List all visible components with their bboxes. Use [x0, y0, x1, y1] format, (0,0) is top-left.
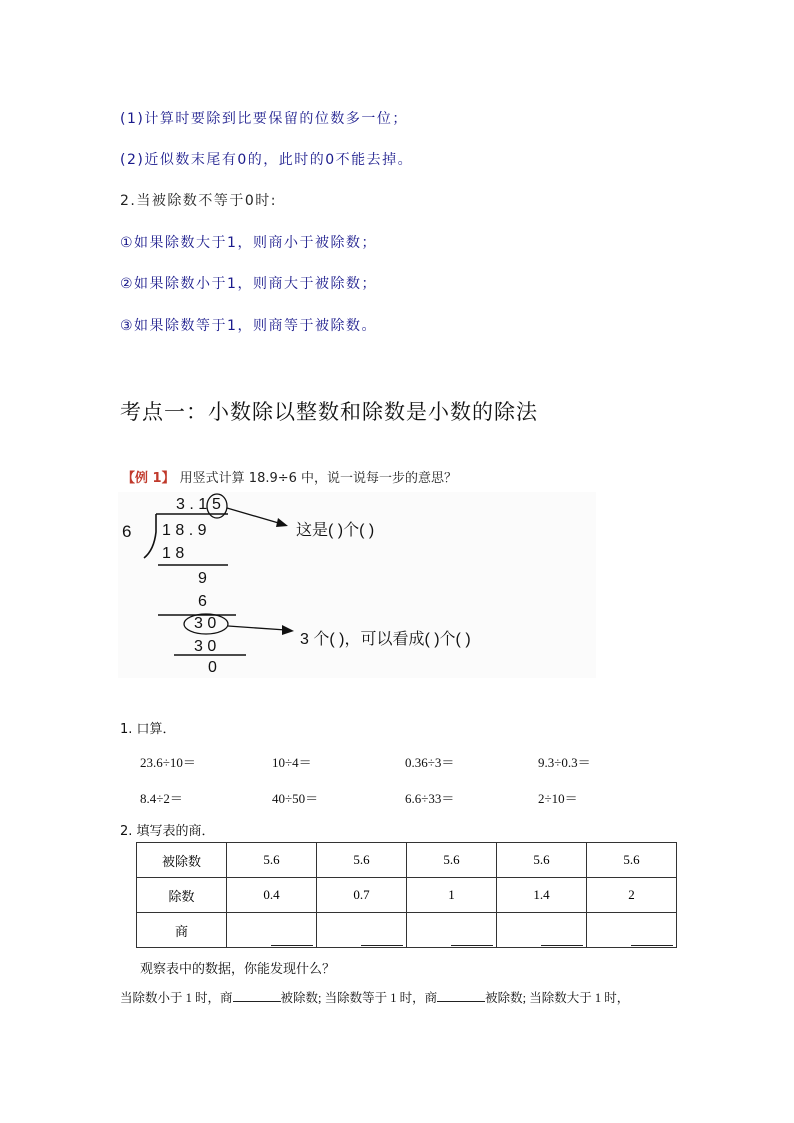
quotient-blank-cell[interactable]	[587, 913, 677, 948]
table-row	[137, 913, 677, 948]
remainder: 0	[208, 659, 217, 676]
calc-1-4: 9.3÷0.3＝	[538, 755, 591, 770]
quotient-digits: 3 . 1	[176, 496, 208, 513]
table-row	[137, 878, 677, 913]
divisor-cell: 2	[587, 878, 677, 913]
divisor-cell: 1	[407, 878, 497, 913]
note-2: 3 个( )，可以看成( )个( )	[300, 631, 471, 648]
rule-line-6: ③如果除数等于1，则商等于被除数。	[120, 318, 377, 334]
calc-2-1: 8.4÷2＝	[140, 791, 183, 806]
quotient-table	[136, 842, 677, 948]
quotient-circled-digit: 5	[212, 496, 221, 513]
divisor-cell: 0.4	[227, 878, 317, 913]
dividend-cell: 5.6	[407, 843, 497, 878]
rule-line-5: ②如果除数小于1，则商大于被除数；	[120, 276, 377, 292]
rule-line-4: ①如果除数大于1，则商小于被除数；	[120, 235, 377, 251]
calc-1-2: 10÷4＝	[272, 755, 312, 770]
row-label-quotient: 商	[137, 913, 227, 948]
dividend-cell: 5.6	[587, 843, 677, 878]
dividend-cell: 5.6	[497, 843, 587, 878]
calc-1-1: 23.6÷10＝	[140, 755, 196, 770]
calc-2-3: 6.6÷33＝	[405, 791, 455, 806]
dividend: 1 8 . 9	[162, 522, 207, 539]
row-label-divisor: 除数	[137, 878, 227, 913]
quotient-blank-cell[interactable]	[407, 913, 497, 948]
section-2-title: 2. 填写表的商．	[120, 824, 215, 839]
note-1: 这是( )个( )	[296, 522, 375, 539]
dividend-cell: 5.6	[227, 843, 317, 878]
rule-line-2: (2)近似数末尾有0的，此时的0不能去掉。	[120, 152, 414, 168]
step-30-circled: 3 0	[194, 615, 217, 632]
section-heading: 考点一：小数除以整数和除数是小数的除法	[120, 400, 538, 424]
step-6: 6	[198, 593, 207, 610]
quotient-blank-cell[interactable]	[317, 913, 407, 948]
table-row	[137, 843, 677, 878]
calc-1-3: 0.36÷3＝	[405, 755, 455, 770]
rule-line-3: 2.当被除数不等于0时:	[120, 193, 277, 209]
conclusion-part-c: 被除数; 当除数大于 1 时，	[485, 991, 630, 1005]
step-18: 1 8	[162, 545, 185, 562]
answer-blank-1[interactable]	[233, 1001, 281, 1002]
step-9: 9	[198, 570, 207, 587]
example-question: 用竖式计算 18.9÷6 中，说一说每一步的意思？	[179, 471, 458, 486]
conclusion-part-a: 当除数小于 1 时，商	[120, 991, 233, 1005]
step-30: 3 0	[194, 638, 217, 655]
quotient-blank-cell[interactable]	[497, 913, 587, 948]
observe-question: 观察表中的数据，你能发现什么？	[140, 962, 336, 977]
calc-2-4: 2÷10＝	[538, 791, 578, 806]
example-line	[122, 467, 457, 486]
divisor-cell: 1.4	[497, 878, 587, 913]
quotient-blank-cell[interactable]	[227, 913, 317, 948]
row-label-dividend: 被除数	[137, 843, 227, 878]
long-division-figure	[118, 492, 596, 678]
divisor: 6	[122, 522, 132, 541]
conclusion-line	[120, 988, 629, 1006]
example-tag: 【例 1】	[122, 471, 175, 486]
calc-2-2: 40÷50＝	[272, 791, 319, 806]
answer-blank-2[interactable]	[437, 1001, 485, 1002]
section-1-title: 1. 口算．	[120, 722, 176, 737]
divisor-cell: 0.7	[317, 878, 407, 913]
conclusion-part-b: 被除数; 当除数等于 1 时，商	[280, 991, 438, 1005]
dividend-cell: 5.6	[317, 843, 407, 878]
rule-line-1: (1)计算时要除到比要保留的位数多一位；	[120, 111, 408, 127]
